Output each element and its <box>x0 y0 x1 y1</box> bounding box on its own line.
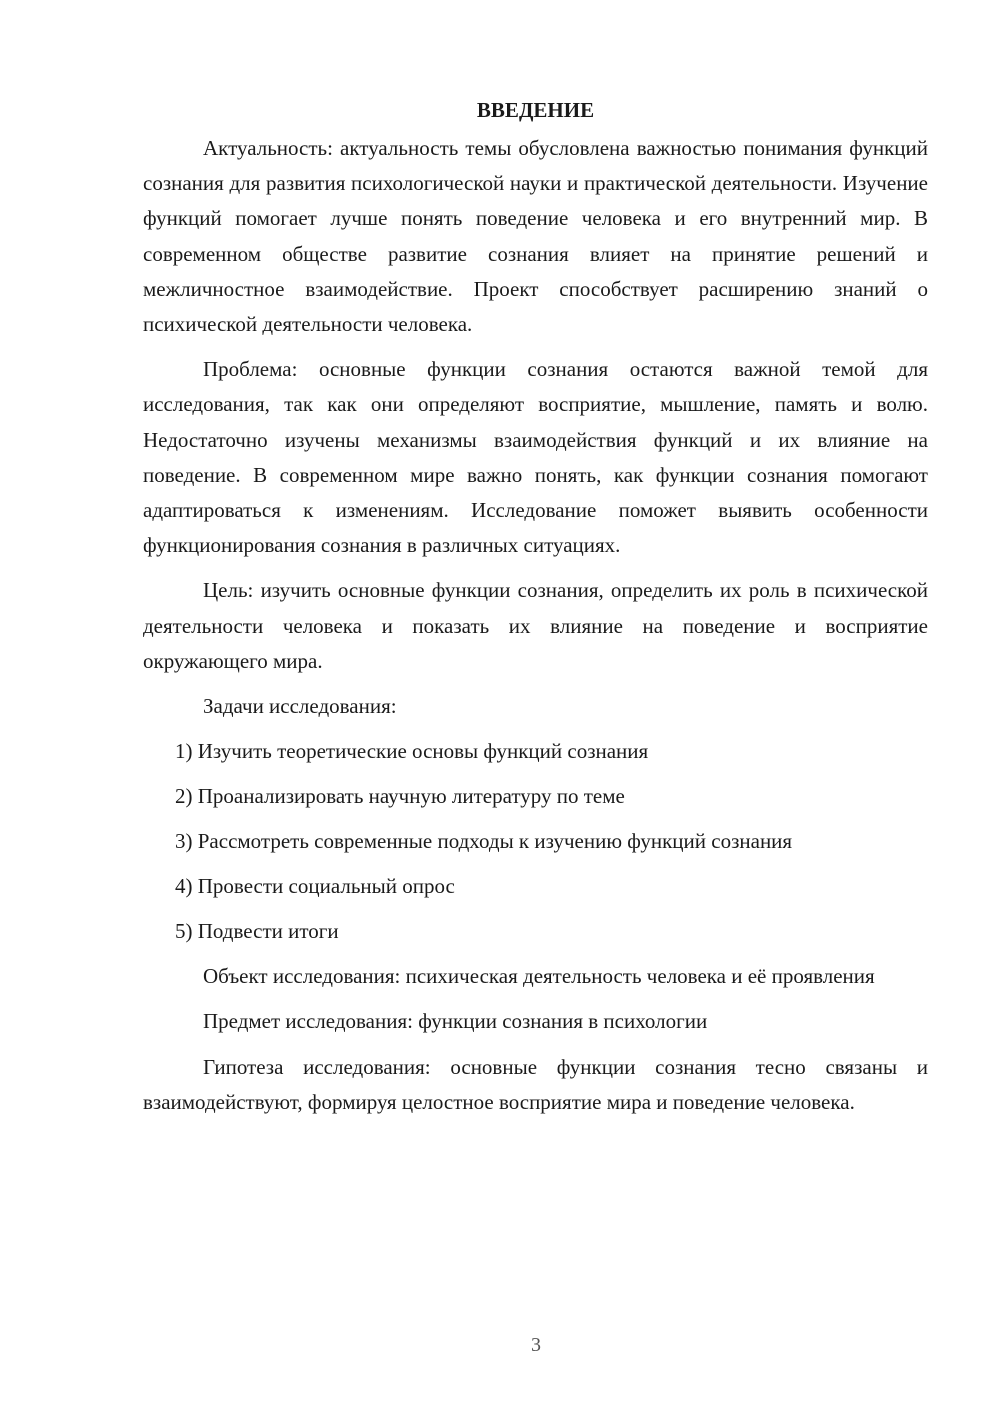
subject-paragraph: Предмет исследования: функции сознания в психологии <box>203 1009 708 1034</box>
object-paragraph: Объект исследования: психическая деятельность человека и её проявления <box>203 964 875 989</box>
page-heading: ВВЕДЕНИЕ <box>476 98 595 122</box>
goal-paragraph: Цель: изучить основные функции сознания, определить их роль в психической деятельности человека и показать их влияние на поведение и восприятие окружающего мира. <box>143 578 928 673</box>
problem-paragraph: Проблема: основные функции сознания остаются важной темой для исследования, так как они определяют восприятие, мышление, память и волю. Недостаточно изучены механизмы взаимодействия функций и их влияние на поведение. В современном мире важно понять, как функции сознания помогают адаптироваться к изменениям. Исследование поможет выявить особенности функционирования сознания в различных ситуациях. <box>143 357 928 558</box>
task-item: 4) Провести социальный опрос <box>175 874 455 899</box>
task-item: 3) Рассмотреть современные подходы к изучению функций сознания <box>175 829 793 854</box>
task-item: 5) Подвести итоги <box>175 919 339 944</box>
page-content <box>143 93 928 1130</box>
task-item: 1) Изучить теоретические основы функций сознания <box>175 739 649 764</box>
task-item: 2) Проанализировать научную литературу по теме <box>175 784 625 809</box>
hypothesis-paragraph: Гипотеза исследования: основные функции сознания тесно связаны и взаимодействуют, формируя целостное восприятие мира и поведение человека. <box>143 1054 928 1114</box>
relevance-paragraph: Актуальность: актуальность темы обусловлена важностью понимания функций сознания для развития психологической науки и практической деятельности. Изучение функций помогает лучше понять поведение человека и его внутренний мир. В современном обществе развитие сознания влияет на принятие решений и межличностное взаимодействие. Проект способствует расширению знаний о психической деятельности человека. <box>143 136 928 337</box>
tasks-list <box>143 734 928 949</box>
page-number: 3 <box>531 1334 541 1356</box>
tasks-title: Задачи исследования: <box>203 694 397 719</box>
